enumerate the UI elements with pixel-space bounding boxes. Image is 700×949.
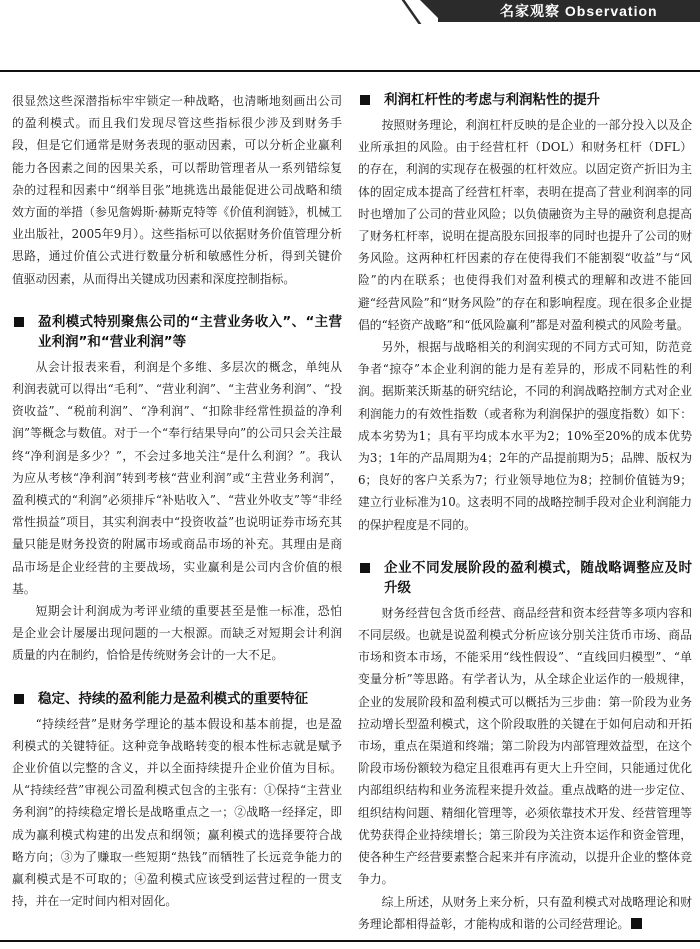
section-heading-text: 稳定、持续的盈利能力是盈利模式的重要特征 bbox=[38, 690, 308, 707]
body-paragraph: “持续经营”是财务学理论的基本假设和基本前提，也是盈利模式的关键特征。这种竞争战略转变的根本性标志就是赋予企业价值以完整的含义，并以全面持续提升企业价值为目标。从“持续经营”审视公司盈利模式包含的主张有：①保持“主营业务利润”的持续稳定增长是战略重点之一；②战略一经择定，即成为赢利模式构建的出发点和纲领；赢利模式的选择要符合战略方向；③为了赚取一些短期“热钱”而牺牲了长远竞争能力的赢利模式是不可取的；④盈利模式应该受到运营过程的一贯支持，并在一定时间内相对固化。 bbox=[12, 716, 342, 909]
header-divider bbox=[402, 0, 422, 24]
section-heading bbox=[358, 558, 692, 598]
closing-text: 综上所述，从财务上来分析，只有盈利模式对战略理论和财务理论都相得益彰，才能构成和谐的公司经营理论。 bbox=[358, 894, 692, 931]
body-paragraph: 另外，根据与战略相关的利润实现的不同方式可知，防范竞争者“掠夺”本企业利润的能力是有差异的，形成不同粘性的利润。据斯莱沃斯基的研究结论，不同的利润战略控制方式对企业利润能力的有效性指数（或者称为利润保护的强度指数）如下：成本劣势为1；具有平均成本水平为2；10%至20%的成本优势为3；1年的产品周期为4；2年的产品提前期为5；品牌、版权为6；良好的客户关系为7；行业领导地位为8；控制价值链为9；建立行业标准为10。这表明不同的战略控制手段对企业利润能力的保护程度是不同的。 bbox=[358, 340, 692, 532]
section-heading bbox=[12, 689, 342, 709]
closing-paragraph bbox=[358, 891, 692, 935]
page-header bbox=[0, 0, 700, 24]
section-heading-text: 利润杠杆性的考虑与利润粘性的提升 bbox=[384, 92, 600, 108]
heading-bullet-icon bbox=[14, 317, 24, 327]
body-paragraph: 从会计报表来看，利润是个多维、多层次的概念，单纯从利润表就可以得出“毛利”、“营业利润”、“主营业务利润”、“投资收益”、“税前利润”、“净利润”、“扣除非经常性损益的净利润”等概念与数值。对于一个“奉行结果导向”的公司只会关注最终“净利润是多少？”，不会过多地关注“是什么利润？”。我认为应从考核“净利润”转到考核“营业利润”或“主营业务利润”，盈利模式的“利润”必须排斥“补贴收入”、“营业外收支”等“非经常性损益”项目，其实利润表中“投资收益”也说明证券市场充其量只能是财务投资的附属市场或商品市场的补充。其理由是商品市场是企业经营的主要战场，实业赢利是公司内含价值的根基。 bbox=[12, 359, 342, 596]
heading-bullet-icon bbox=[360, 563, 370, 573]
heading-bullet-icon bbox=[360, 95, 370, 105]
body-paragraph: 财务经营包含货币经营、商品经营和资本经营等多项内容和不同层级。也就是说盈利模式分析应该分别关注货币市场、商品市场和资本市场，不能采用“线性假设”、“直线回归模型”、“单变量分析”等思路。有学者认为，从全球企业运作的一般规律，企业的发展阶段和盈利模式可以概括为三步曲：第一阶段为业务拉动增长型盈利模式，这个阶段取胜的关键在于如何启动和开拓市场，重点在渠道和终端；第二阶段为内部管理效益型，在这个阶段市场份额较为稳定且很难再有更大上升空间，只能通过优化内部组织结构和业务流程来提升效益。重点战略的进一步定位、组织结构问题、精细化管理等，必须依靠技术开发、经营管理等优势获得企业持续增长；第三阶段为关注资本运作和资金管理，使各种生产经营要素整合起来并有序流动，以提升企业的整体竞争力。 bbox=[358, 605, 692, 887]
right-column bbox=[358, 90, 692, 935]
body-paragraph: 按照财务理论，利润杠杆反映的是企业的一部分投入以及企业所承担的风险。由于经营杠杆（DOL）和财务杠杆（DFL）的存在，利润的实现存在极强的杠杆效应。以固定资产折旧为主体的固定成本提高了经营杠杆率，表明在提高了营业利润率的同时也增加了公司的营业风险；以负债融资为主导的融资利息提高了财务杠杆率，说明在提高股东回报率的同时也提升了公司的财务风险。这两种杠杆因素的存在使得我们不能割裂“收益”与“风险”的内在联系；也使得我们对盈利模式的理解和改进不能回避“经营风险”和“财务风险”的存在和影响程度。现在很多企业提倡的“轻资产战略”和“低风险赢利”都是对盈利模式的风险考量。 bbox=[358, 118, 692, 332]
section-heading bbox=[358, 90, 692, 110]
column-title: 名家观察 Observation bbox=[500, 3, 658, 19]
section-heading bbox=[12, 312, 342, 352]
section-heading-text: 企业不同发展阶段的盈利模式，随战略调整应及时升级 bbox=[384, 559, 692, 596]
left-column bbox=[12, 90, 342, 913]
intro-paragraph: 很显然这些深潜指标牢牢锁定一种战略，也清晰地刻画出公司的盈利模式。而且我们发现尽管这些指标很少涉及到财务手段，但是它们通常是财务表现的驱动因素，可以分析企业赢利能力各因素之间的因果关系，可以帮助管理者从一系列错综复杂的过程和因素中“纲举目张”地挑选出最能促进公司战略和绩效方面的举措（参见詹姆斯·赫斯克特等《价值利润链》，机械工业出版社，2005年9月）。这些指标可以依据财务价值管理分析思路，通过价值公式进行数量分析和敏感性分析，得到关键价值驱动因素，从而得出关键成功因素和深度控制指标。 bbox=[12, 94, 342, 286]
top-rule bbox=[0, 70, 700, 72]
bottom-rule bbox=[0, 940, 700, 942]
body-paragraph: 短期会计利润成为考评业绩的重要甚至是惟一标准，恐怕是企业会计屡屡出现问题的一大根源。而缺乏对短期会计利润质量的内在制约，恰恰是传统财务会计的一大不足。 bbox=[12, 604, 342, 663]
heading-bullet-icon bbox=[14, 694, 24, 704]
section-heading-text: 盈利模式特别聚焦公司的“主营业务收入”、“主营业利润”和“营业利润”等 bbox=[38, 313, 342, 350]
end-mark-icon bbox=[631, 918, 642, 929]
